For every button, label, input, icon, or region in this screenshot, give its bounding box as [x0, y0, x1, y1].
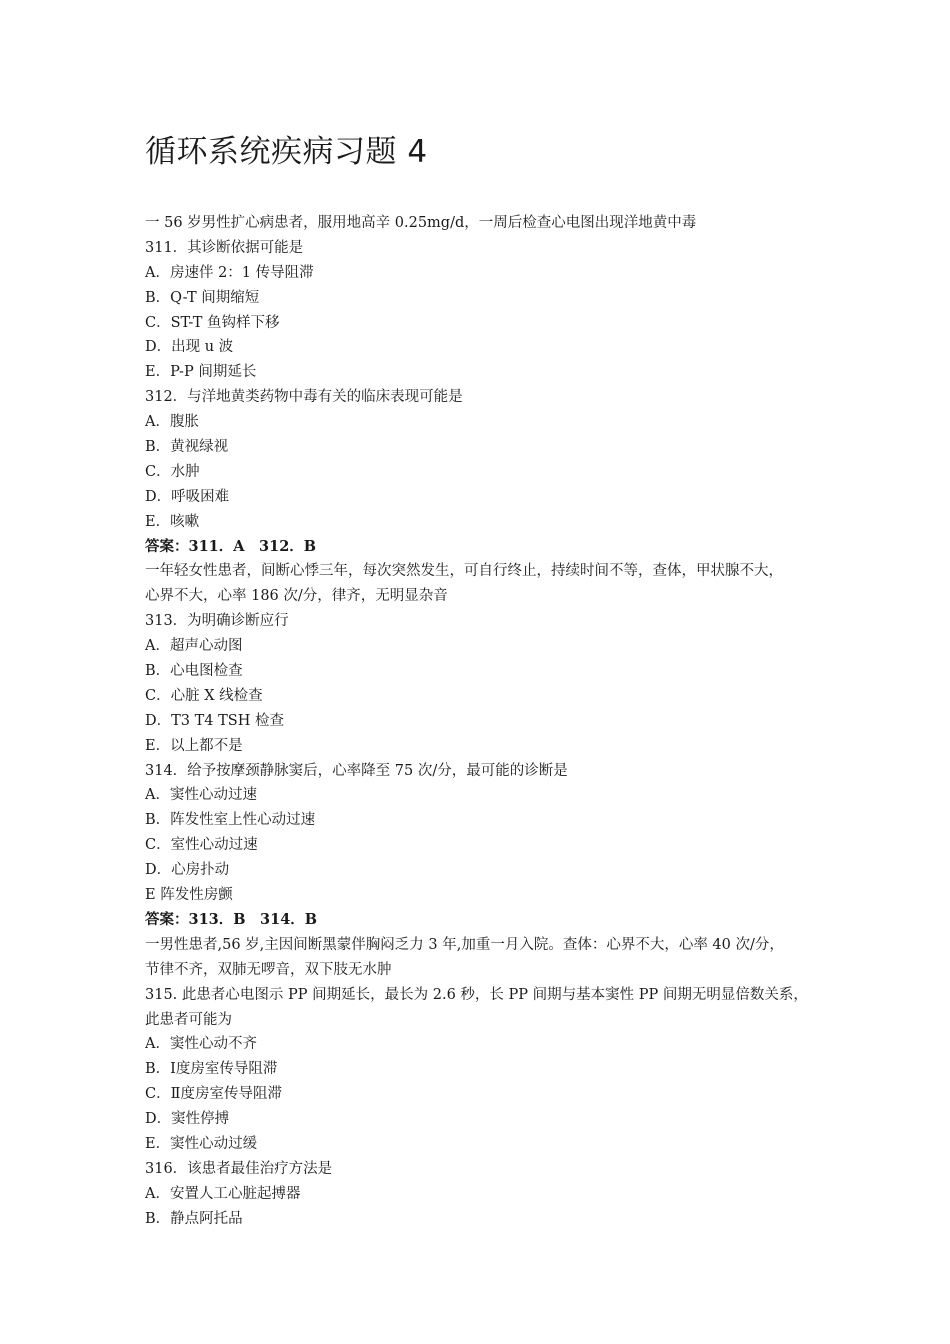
option-line: B．Q-T 间期缩短	[145, 289, 260, 306]
question-line: 315. 此患者心电图示 PP 间期延长，最长为 2.6 秒，长 PP 间期与基本窦性 PP 间期无明显倍数关系，	[145, 986, 808, 1003]
question-line: 313．为明确诊断应行	[145, 613, 289, 630]
option-line: D．窦性停搏	[145, 1111, 230, 1128]
option-line: A．窦性心动过速	[145, 787, 257, 804]
document-body	[145, 211, 825, 1232]
answer-line: 答案：313．B 314．B	[145, 910, 318, 928]
option-line: E．以上都不是	[145, 737, 243, 754]
question-line: 312．与洋地黄类药物中毒有关的临床表现可能是	[145, 389, 463, 406]
answer-line: 答案：311．A 312．B	[145, 537, 317, 555]
option-line: E．咳嗽	[145, 513, 200, 530]
question-line: 314．给予按摩颈静脉窦后，心率降至 75 次/分，最可能的诊断是	[145, 762, 568, 779]
option-line: C．水肿	[145, 463, 200, 480]
stem-line: 一 56 岁男性扩心病患者，服用地高辛 0.25mg/d，一周后检查心电图出现洋地黄中毒	[145, 215, 697, 231]
document-page	[145, 130, 825, 1232]
option-line: C．Ⅱ度房室传导阻滞	[145, 1086, 282, 1103]
option-line: E 阵发性房颤	[145, 887, 233, 904]
stem-line: 节律不齐，双肺无啰音，双下肢无水肿	[145, 961, 392, 978]
option-line: D．心房扑动	[145, 862, 230, 879]
option-line: B．静点阿托品	[145, 1210, 243, 1227]
option-line: A．房速伴 2：1 传导阻滞	[145, 264, 314, 281]
stem-line: 一男性患者,56 岁,主因间断黑蒙伴胸闷乏力 3 年,加重一月入院。查体：心界不大，心率 40 次/分，	[145, 936, 784, 953]
option-line: C．心脏 X 线检查	[145, 687, 263, 704]
option-line: B．心电图检查	[145, 663, 243, 680]
option-line: A．窦性心动不齐	[145, 1036, 257, 1053]
stem-line: 心界不大，心率 186 次/分，律齐，无明显杂音	[145, 588, 448, 605]
option-line: E．P-P 间期延长	[145, 364, 257, 381]
option-line: E．窦性心动过缓	[145, 1135, 258, 1152]
option-line: D．呼吸困难	[145, 488, 230, 505]
option-line: B．黄视绿视	[145, 439, 229, 456]
question-line: 311．其诊断依据可能是	[145, 239, 304, 256]
question-line: 316．该患者最佳治疗方法是	[145, 1160, 333, 1177]
question-line: 此患者可能为	[145, 1011, 232, 1028]
option-line: A．腹胀	[145, 414, 199, 431]
option-line: C．室性心动过速	[145, 837, 258, 854]
option-line: B．Ⅰ度房室传导阻滞	[145, 1061, 278, 1078]
document-title: 循环系统疾病习题 4	[145, 134, 428, 170]
option-line: A．安置人工心脏起搏器	[145, 1185, 301, 1202]
option-line: D．T3 T4 TSH 检查	[145, 712, 284, 729]
option-line: C．ST-T 鱼钩样下移	[145, 314, 280, 331]
option-line: A．超声心动图	[145, 638, 243, 655]
option-line: B．阵发性室上性心动过速	[145, 812, 316, 829]
option-line: D．出现 u 波	[145, 339, 234, 356]
stem-line: 一年轻女性患者，间断心悸三年，每次突然发生，可自行终止，持续时间不等，查体，甲状腺不大，	[145, 563, 783, 580]
